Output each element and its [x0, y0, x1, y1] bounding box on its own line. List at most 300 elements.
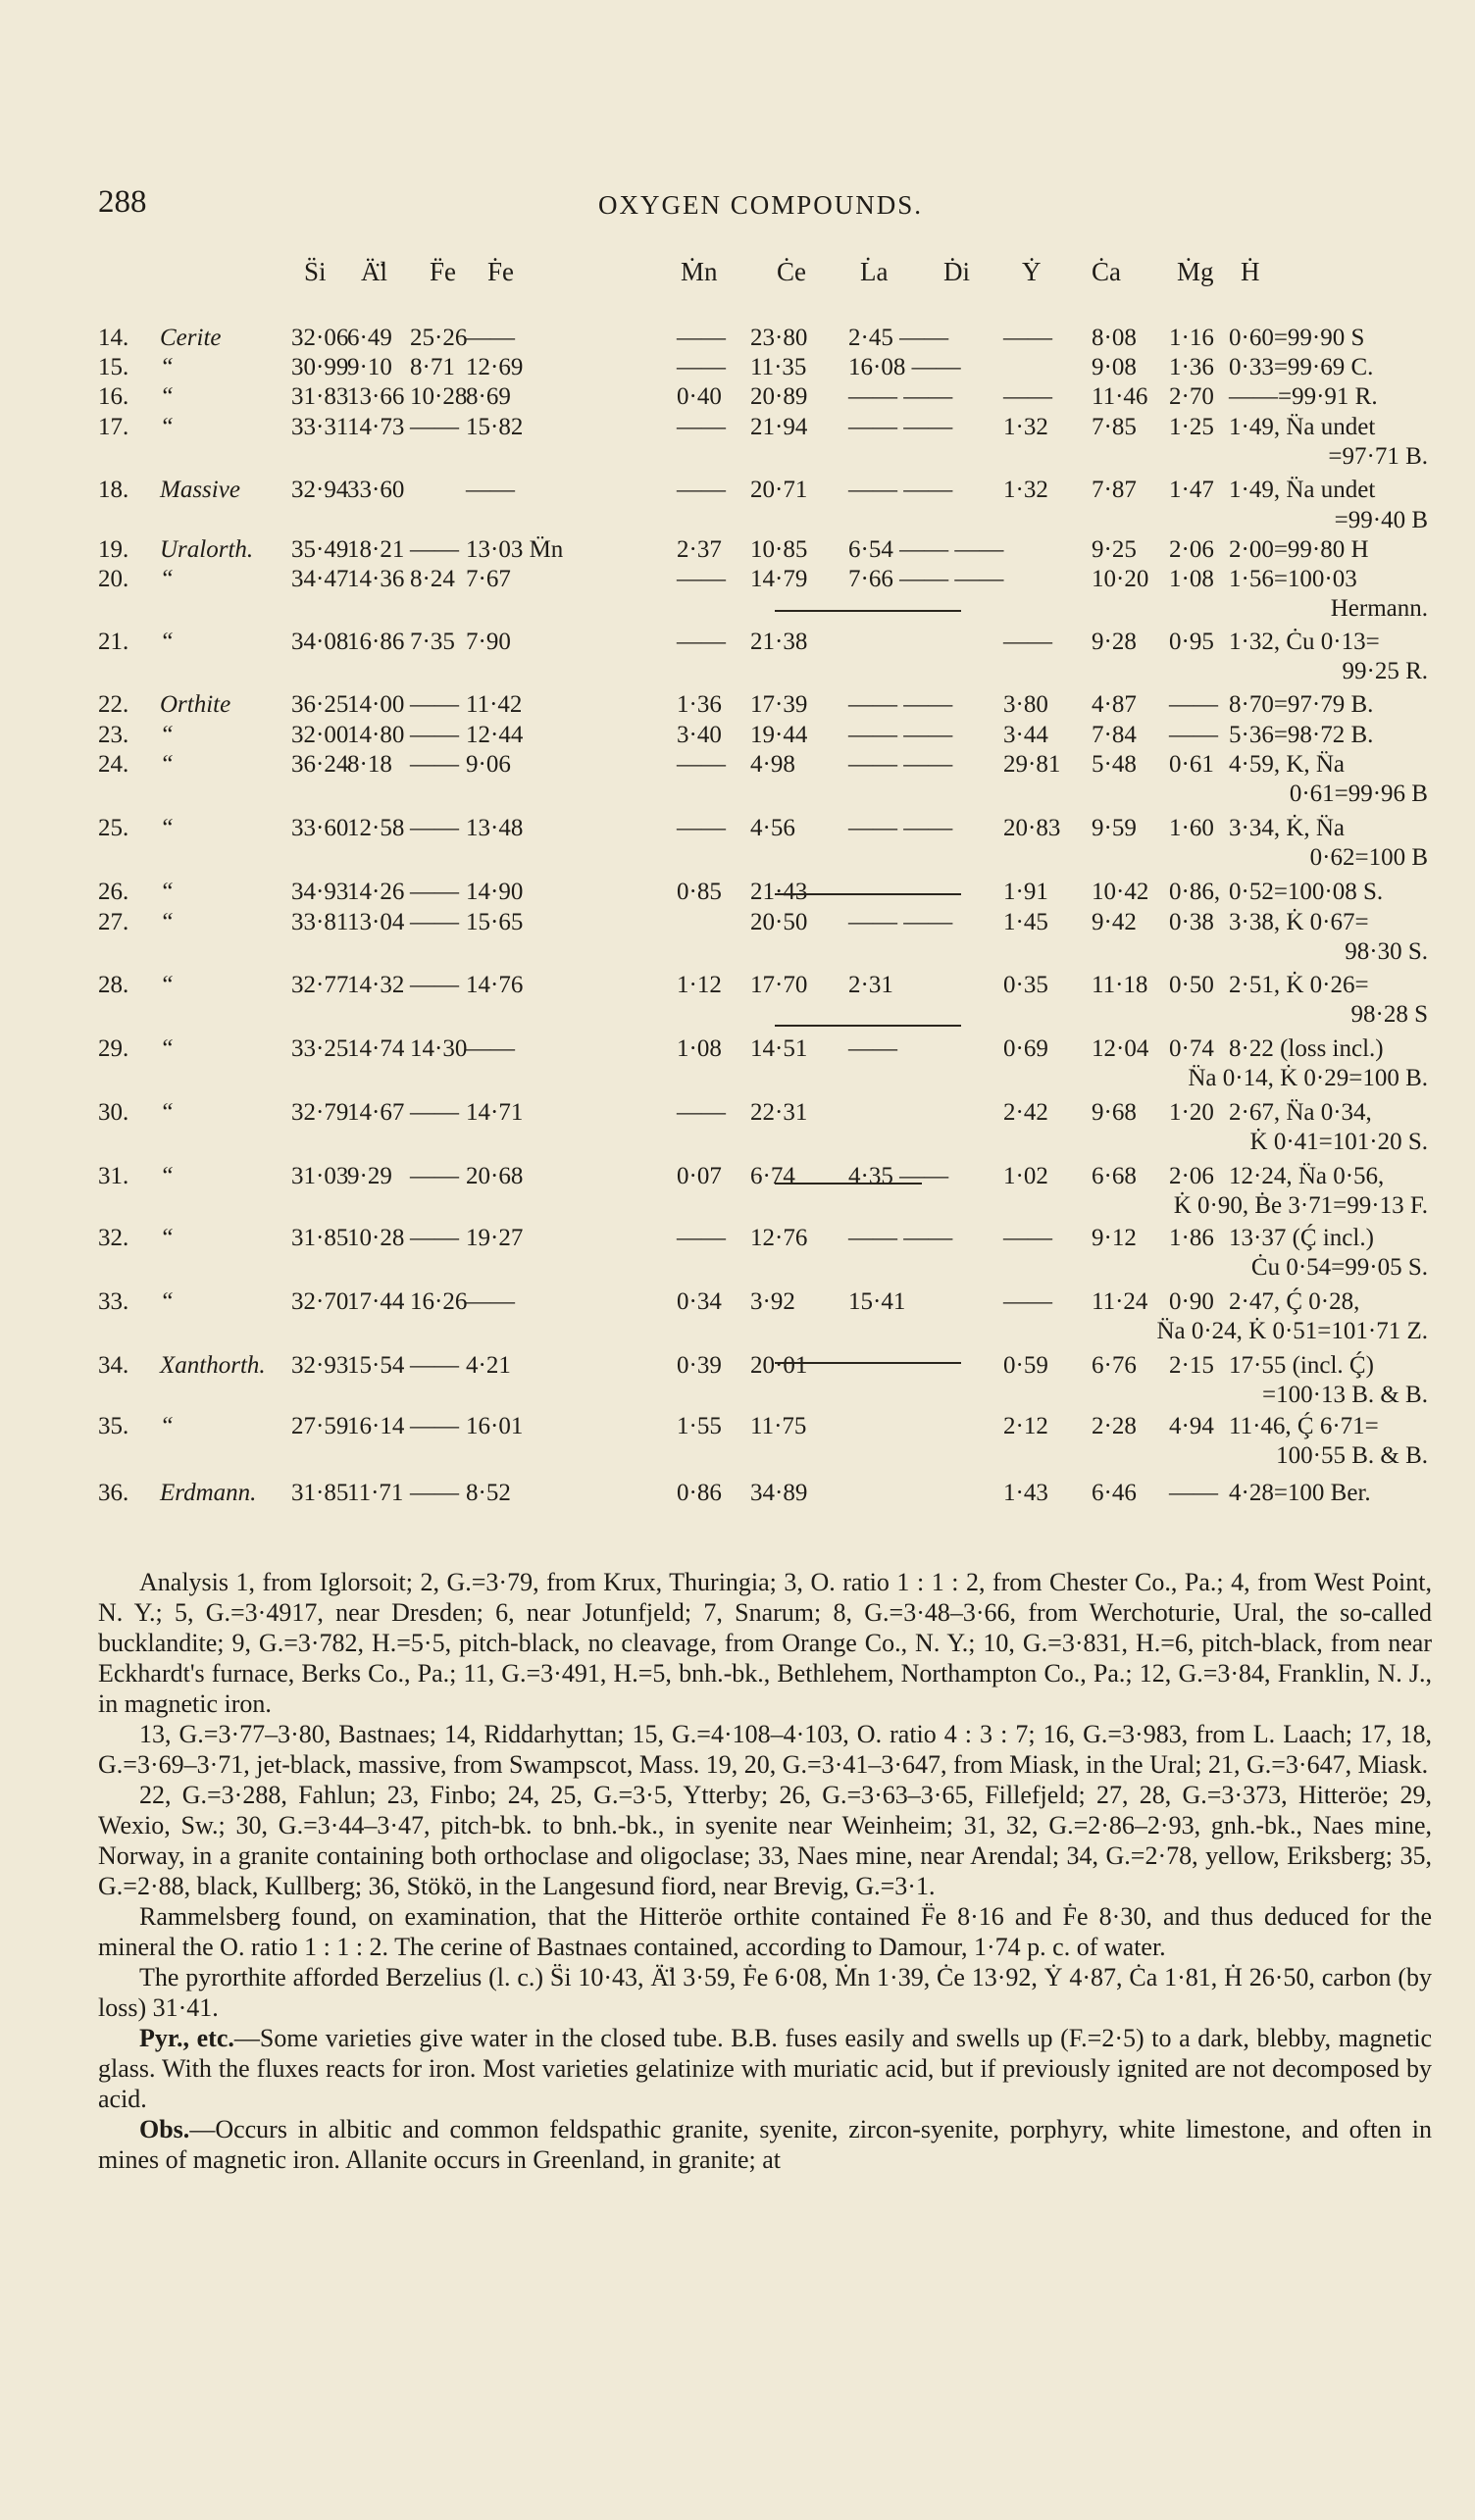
cell-y: 1·32 — [1003, 414, 1048, 440]
cell-al: 13·66 — [347, 383, 405, 410]
cell-al: 14·00 — [347, 691, 405, 718]
cell-mn: —— — [677, 751, 726, 778]
cell-ca: 10·20 — [1092, 566, 1149, 592]
cell-ce: 10·85 — [750, 536, 808, 563]
cell-name: “ — [160, 751, 174, 778]
table-row — [0, 690, 1475, 720]
cell-mg: 0·90 — [1169, 1288, 1214, 1315]
column-group-brace — [775, 887, 961, 895]
cell-ca: 11·24 — [1092, 1288, 1148, 1315]
cell-fe2: 15·82 — [466, 414, 524, 440]
cell-fe3: 14·30 — [410, 1035, 468, 1062]
cell-y: 2·42 — [1003, 1099, 1048, 1126]
cell-continuation: 0·62=100 B — [1309, 844, 1428, 871]
pyr-label: Pyr., etc. — [139, 2024, 234, 2052]
cell-num: 34. — [98, 1352, 129, 1379]
cell-fe2: —— — [466, 477, 515, 503]
cell-num: 36. — [98, 1480, 129, 1506]
cell-mg: —— — [1169, 1480, 1218, 1506]
cell-fe3: —— — [410, 1225, 459, 1251]
cell-y: 1·02 — [1003, 1163, 1048, 1189]
cell-mn: —— — [677, 325, 726, 351]
cell-rest: 1·49, N̈a undet — [1229, 414, 1376, 440]
cell-name: “ — [160, 354, 174, 380]
cell-y: 29·81 — [1003, 751, 1061, 778]
cell-fe3: —— — [410, 815, 459, 841]
cell-ce: 19·44 — [750, 722, 808, 748]
table-row — [0, 1287, 1475, 1317]
cell-fe2: 20·68 — [466, 1163, 524, 1189]
cell-num: 25. — [98, 815, 129, 841]
cell-si: 32·70 — [291, 1288, 349, 1315]
cell-num: 19. — [98, 536, 129, 563]
cell-mn: 0·39 — [677, 1352, 722, 1379]
cell-rest: 2·51, K̇ 0·26= — [1229, 972, 1369, 998]
cell-continuation: 98·28 S — [1350, 1001, 1428, 1028]
cell-continuation: N̈a 0·14, K̇ 0·29=100 B. — [1188, 1065, 1428, 1091]
table-row-continuation — [0, 1253, 1475, 1283]
cell-y: 1·43 — [1003, 1480, 1048, 1506]
table-row — [0, 750, 1475, 780]
table-row-continuation — [0, 937, 1475, 967]
col-header-mg: Ṁg — [1177, 257, 1214, 286]
cell-fe3: —— — [410, 1352, 459, 1379]
cell-al: 14·32 — [347, 972, 405, 998]
note-paragraph: Analysis 1, from Iglorsoit; 2, G.=3·79, from Krux, Thuringia; 3, O. ratio 1 : 1 : 2, from Chester Co., Pa.; 4, from West Point, N. Y.; 5, G.=3·4917, near Dresden; 6, near Jotunfjeld; 7, Snarum; 8, G.=3·48–3·66, from Werchoturie, Ural, the so-called bucklandite; 9, G.=3·782, H.=5·5, pitch-black, no cleavage, from Orange Co., N. Y.; 10, G.=3·831, H.=6, pitch-black, from near Eckhardt's furnace, Berks Co., Pa.; 11, G.=3·491, H.=5, bnh.-bk., Bethlehem, Northampton Co., Pa.; 12, G.=3·84, Franklin, N. J., in magnetic iron. — [98, 1568, 1432, 1718]
cell-si: 32·77 — [291, 972, 349, 998]
cell-ce: 4·56 — [750, 815, 795, 841]
cell-continuation: Hermann. — [1330, 595, 1428, 622]
cell-fe3: —— — [410, 751, 459, 778]
cell-ce: 12·76 — [750, 1225, 808, 1251]
table-row-continuation — [0, 657, 1475, 686]
cell-mn: 1·08 — [677, 1035, 722, 1062]
cell-mg: 0·95 — [1169, 629, 1214, 655]
cell-continuation: N̈a 0·24, K̇ 0·51=101·71 Z. — [1156, 1318, 1428, 1344]
cell-la: —— —— — [848, 383, 953, 410]
cell-mg: 0·61 — [1169, 751, 1214, 778]
cell-name: “ — [160, 383, 174, 410]
table-row — [0, 565, 1475, 594]
cell-fe2: 12·44 — [466, 722, 524, 748]
cell-ca: 5·48 — [1092, 751, 1137, 778]
cell-si: 34·08 — [291, 629, 349, 655]
cell-rest: 8·70=97·79 B. — [1229, 691, 1374, 718]
table-row-continuation — [0, 442, 1475, 472]
pyr-paragraph — [98, 2023, 1432, 2114]
col-header-h: Ḣ — [1241, 257, 1260, 286]
cell-mg: 0·38 — [1169, 909, 1214, 935]
cell-si: 33·60 — [291, 815, 349, 841]
cell-fe2: 14·71 — [466, 1099, 524, 1126]
cell-name: “ — [160, 909, 174, 935]
cell-y: 1·45 — [1003, 909, 1048, 935]
cell-fe3: 25·26 — [410, 325, 468, 351]
cell-ca: 8·08 — [1092, 325, 1137, 351]
cell-fe3: 16·26 — [410, 1288, 468, 1315]
cell-si: 33·31 — [291, 414, 349, 440]
cell-si: 34·47 — [291, 566, 349, 592]
cell-y: 1·91 — [1003, 879, 1048, 905]
cell-continuation: K̇ 0·90, Ḃe 3·71=99·13 F. — [1173, 1192, 1428, 1219]
cell-fe2: —— — [466, 325, 515, 351]
cell-mg: 1·25 — [1169, 414, 1214, 440]
cell-num: 31. — [98, 1163, 129, 1189]
cell-num: 26. — [98, 879, 129, 905]
cell-rest: 5·36=98·72 B. — [1229, 722, 1374, 748]
cell-al: 9·29 — [347, 1163, 392, 1189]
table-row — [0, 1351, 1475, 1381]
cell-mn: —— — [677, 629, 726, 655]
cell-mg: 2·70 — [1169, 383, 1214, 410]
cell-ca: 4·87 — [1092, 691, 1137, 718]
cell-fe2: 7·90 — [466, 629, 511, 655]
cell-ca: 12·04 — [1092, 1035, 1149, 1062]
cell-ce: 20·89 — [750, 383, 808, 410]
cell-rest: 3·38, K̇ 0·67= — [1229, 909, 1369, 935]
cell-name: “ — [160, 1099, 174, 1126]
cell-fe3: —— — [410, 1163, 459, 1189]
cell-name: Cerite — [160, 325, 222, 351]
table-row — [0, 535, 1475, 565]
cell-fe3: 10·28 — [410, 383, 468, 410]
cell-mg: 0·50 — [1169, 972, 1214, 998]
table-row — [0, 324, 1475, 353]
cell-fe2: 14·76 — [466, 972, 524, 998]
cell-y: 0·69 — [1003, 1035, 1048, 1062]
cell-mg: 1·36 — [1169, 354, 1214, 380]
cell-fe2: 8·69 — [466, 383, 511, 410]
col-header-ce: Ċe — [777, 257, 806, 286]
cell-continuation: K̇ 0·41=101·20 S. — [1249, 1129, 1428, 1155]
cell-al: 14·67 — [347, 1099, 405, 1126]
cell-si: 32·79 — [291, 1099, 349, 1126]
cell-al: 6·49 — [347, 325, 392, 351]
cell-ca: 2·28 — [1092, 1413, 1137, 1439]
cell-num: 22. — [98, 691, 129, 718]
cell-name: Massive — [160, 477, 240, 503]
cell-fe2: 15·65 — [466, 909, 524, 935]
table-row-continuation — [0, 843, 1475, 873]
cell-fe2: —— — [466, 1288, 515, 1315]
cell-ca: 11·46 — [1092, 383, 1148, 410]
page-number: 288 — [98, 184, 147, 220]
cell-num: 28. — [98, 972, 129, 998]
cell-num: 29. — [98, 1035, 129, 1062]
table-row-continuation — [0, 1128, 1475, 1157]
cell-si: 31·85 — [291, 1225, 349, 1251]
cell-al: 14·74 — [347, 1035, 405, 1062]
cell-ca: 11·18 — [1092, 972, 1148, 998]
table-row — [0, 1479, 1475, 1508]
cell-ca: 9·08 — [1092, 354, 1137, 380]
cell-la: 7·66 —— —— — [848, 566, 1004, 592]
cell-fe3: —— — [410, 1099, 459, 1126]
table-row — [0, 476, 1475, 505]
table-row — [0, 878, 1475, 907]
cell-mg: 1·47 — [1169, 477, 1214, 503]
cell-mn: 0·07 — [677, 1163, 722, 1189]
cell-fe3: 8·71 — [410, 354, 455, 380]
cell-num: 27. — [98, 909, 129, 935]
cell-ca: 6·76 — [1092, 1352, 1137, 1379]
table-row — [0, 814, 1475, 843]
cell-num: 32. — [98, 1225, 129, 1251]
cell-mg: 0·74 — [1169, 1035, 1214, 1062]
obs-paragraph — [98, 2114, 1432, 2175]
cell-y: 0·59 — [1003, 1352, 1048, 1379]
table-row-continuation — [0, 1064, 1475, 1093]
cell-ce: 21·43 — [750, 879, 808, 905]
table-row — [0, 382, 1475, 412]
cell-rest: 1·56=100·03 — [1229, 566, 1357, 592]
cell-ce: 20·71 — [750, 477, 808, 503]
cell-fe3: —— — [410, 879, 459, 905]
cell-mg: 1·60 — [1169, 815, 1214, 841]
cell-ce: 6·74 — [750, 1163, 795, 1189]
table-row — [0, 353, 1475, 382]
cell-mg: —— — [1169, 691, 1218, 718]
table-row-continuation — [0, 1441, 1475, 1471]
cell-ce: 21·94 — [750, 414, 808, 440]
cell-num: 30. — [98, 1099, 129, 1126]
cell-la: —— —— — [848, 477, 953, 503]
cell-al: 9·10 — [347, 354, 392, 380]
cell-continuation: 100·55 B. & B. — [1276, 1442, 1428, 1469]
cell-ca: 9·25 — [1092, 536, 1137, 563]
note-paragraph: Rammelsberg found, on examination, that the Hitteröe orthite contained F̈e 8·16 and Ḟe 8·30, and thus deduced for the mineral the O. ratio 1 : 1 : 2. The cerine of Bastnaes contained, according to Damour, 1·74 p. c. of water. — [98, 1902, 1432, 1961]
table-row-continuation — [0, 1317, 1475, 1346]
cell-ca: 9·68 — [1092, 1099, 1137, 1126]
cell-name: Orthite — [160, 691, 231, 718]
cell-mn: —— — [677, 414, 726, 440]
cell-y: 1·32 — [1003, 477, 1048, 503]
cell-ce: 11·35 — [750, 354, 807, 380]
cell-si: 30·99 — [291, 354, 349, 380]
obs-text: —Occurs in albitic and common feldspathic granite, syenite, zircon-syenite, porphyry, white limestone, and often in mines of magnetic iron. Allanite occurs in Greenland, in granite; at — [98, 2115, 1432, 2174]
cell-ce: 20·50 — [750, 909, 808, 935]
cell-rest: 2·67, N̈a 0·34, — [1229, 1099, 1372, 1126]
cell-mg: 0·86, — [1169, 879, 1221, 905]
cell-si: 32·94 — [291, 477, 349, 503]
table-row — [0, 971, 1475, 1000]
cell-la: —— —— — [848, 722, 953, 748]
cell-continuation: Ċu 0·54=99·05 S. — [1250, 1254, 1428, 1281]
cell-num: 14. — [98, 325, 129, 351]
cell-name: “ — [160, 414, 174, 440]
cell-la: —— —— — [848, 815, 953, 841]
cell-ca: 10·42 — [1092, 879, 1149, 905]
table-row — [0, 1412, 1475, 1441]
cell-si: 32·93 — [291, 1352, 349, 1379]
cell-fe3: —— — [410, 414, 459, 440]
col-header-y: Ẏ — [1022, 257, 1042, 286]
cell-y: 0·35 — [1003, 972, 1048, 998]
table-row — [0, 721, 1475, 750]
cell-mn: 1·12 — [677, 972, 722, 998]
cell-num: 16. — [98, 383, 129, 410]
cell-continuation: =99·40 B — [1334, 507, 1428, 533]
cell-rest: 0·60=99·90 S — [1229, 325, 1365, 351]
obs-label: Obs. — [139, 2115, 190, 2143]
cell-name: “ — [160, 1413, 174, 1439]
cell-continuation: 98·30 S. — [1345, 938, 1428, 965]
cell-continuation: =100·13 B. & B. — [1262, 1382, 1428, 1408]
table-row — [0, 908, 1475, 937]
cell-fe3: —— — [410, 1480, 459, 1506]
cell-al: 14·80 — [347, 722, 405, 748]
cell-la: 16·08 —— — [848, 354, 961, 380]
cell-fe3: —— — [410, 1413, 459, 1439]
col-header-al: Ä̈l — [361, 257, 387, 286]
cell-ce: 20·01 — [750, 1352, 808, 1379]
table-row-continuation — [0, 780, 1475, 809]
cell-mn: —— — [677, 815, 726, 841]
cell-ce: 17·39 — [750, 691, 808, 718]
cell-al: 18·21 — [347, 536, 405, 563]
column-group-brace — [775, 604, 961, 612]
cell-al: 16·86 — [347, 629, 405, 655]
cell-fe3: —— — [410, 909, 459, 935]
running-title: OXYGEN COMPOUNDS. — [598, 190, 924, 220]
cell-ca: 9·42 — [1092, 909, 1137, 935]
table-row-continuation — [0, 1000, 1475, 1030]
cell-name: “ — [160, 972, 174, 998]
col-header-si: S̈i — [304, 257, 327, 286]
col-header-mn: Ṁn — [681, 257, 718, 286]
cell-name: “ — [160, 1288, 174, 1315]
note-paragraph: 22, G.=3·288, Fahlun; 23, Finbo; 24, 25, G.=3·5, Ytterby; 26, G.=3·63–3·65, Fillefjeld; 27, 28, G.=3·373, Hitteröe; 29, Wexio, Sw.; 30, G.=3·44–3·47, pitch-bk. to bnh.-bk., in syenite near Weinheim; 31, 32, G.=2·86–2·93, gnh.-bk., Naes mine, Norway, in a granite containing both orthoclase and oligoclase; 33, Naes mine, near Arendal; 34, G.=2·78, yellow, Eriksberg; 35, G.=2·88, black, Kullberg; 36, Stökö, in the Langesund fiord, near Brevig, G.=3·1. — [98, 1781, 1432, 1900]
cell-si: 32·06 — [291, 325, 349, 351]
cell-ca: 7·87 — [1092, 477, 1137, 503]
table-row-continuation — [0, 1381, 1475, 1410]
cell-y: 2·12 — [1003, 1413, 1048, 1439]
col-header-fe3: F̈e — [430, 257, 456, 286]
cell-la: 4·35 —— — [848, 1163, 949, 1189]
cell-fe2: 16·01 — [466, 1413, 524, 1439]
cell-num: 33. — [98, 1288, 129, 1315]
cell-mg: 1·86 — [1169, 1225, 1214, 1251]
table-row — [0, 413, 1475, 442]
cell-ca: 7·85 — [1092, 414, 1137, 440]
cell-ce: 17·70 — [750, 972, 808, 998]
cell-al: 10·28 — [347, 1225, 405, 1251]
cell-la: 2·45 —— — [848, 325, 949, 351]
cell-mn: 0·40 — [677, 383, 722, 410]
cell-fe3: 8·24 — [410, 566, 455, 592]
cell-la: —— —— — [848, 1225, 953, 1251]
cell-name: Xanthorth. — [160, 1352, 266, 1379]
cell-y: 3·80 — [1003, 691, 1048, 718]
table-row — [0, 1162, 1475, 1191]
cell-al: 14·36 — [347, 566, 405, 592]
cell-fe3: 7·35 — [410, 629, 455, 655]
cell-mn: —— — [677, 1099, 726, 1126]
col-header-ca: Ċa — [1092, 257, 1121, 286]
cell-ce: 11·75 — [750, 1413, 807, 1439]
cell-al: 11·71 — [347, 1480, 404, 1506]
cell-num: 18. — [98, 477, 129, 503]
table-row — [0, 628, 1475, 657]
cell-rest: 1·49, N̈a undet — [1229, 477, 1376, 503]
column-group-brace — [775, 1019, 961, 1027]
cell-name: “ — [160, 722, 174, 748]
column-group-brace — [775, 1177, 922, 1184]
cell-rest: 3·34, K̇, N̈a — [1229, 815, 1346, 841]
cell-fe2: 19·27 — [466, 1225, 524, 1251]
cell-mg: 4·94 — [1169, 1413, 1214, 1439]
cell-rest: 0·33=99·69 C. — [1229, 354, 1374, 380]
cell-al: 14·73 — [347, 414, 405, 440]
cell-rest: 1·32, Ċu 0·13= — [1229, 629, 1380, 655]
cell-si: 35·49 — [291, 536, 349, 563]
cell-rest: 8·22 (loss incl.) — [1229, 1035, 1384, 1062]
pyr-text: —Some varieties give water in the closed tube. B.B. fuses easily and swells up (F.=2·5) to a dark, blebby, magnetic glass. With the fluxes reacts for iron. Most varieties gelatinize with muriatic acid, but if previously ignited are not decomposed by acid. — [98, 2024, 1432, 2113]
cell-y: —— — [1003, 629, 1052, 655]
table-row — [0, 1098, 1475, 1128]
col-header-la: L̇a — [860, 257, 889, 286]
cell-ce: 14·51 — [750, 1035, 808, 1062]
cell-ce: 34·89 — [750, 1480, 808, 1506]
cell-name: “ — [160, 879, 174, 905]
cell-si: 34·93 — [291, 879, 349, 905]
cell-name: “ — [160, 629, 174, 655]
cell-al: 13·04 — [347, 909, 405, 935]
cell-num: 24. — [98, 751, 129, 778]
cell-mn: —— — [677, 1225, 726, 1251]
cell-mn: 2·37 — [677, 536, 722, 563]
cell-rest: 4·28=100 Ber. — [1229, 1480, 1371, 1506]
cell-si: 31·83 — [291, 383, 349, 410]
cell-ce: 22·31 — [750, 1099, 808, 1126]
cell-mg: 2·06 — [1169, 1163, 1214, 1189]
cell-la: 15·41 — [848, 1288, 906, 1315]
cell-continuation: 99·25 R. — [1342, 658, 1428, 684]
cell-ca: 9·59 — [1092, 815, 1137, 841]
cell-fe2: 14·90 — [466, 879, 524, 905]
note-paragraph: 13, G.=3·77–3·80, Bastnaes; 14, Riddarhyttan; 15, G.=4·108–4·103, O. ratio 4 : 3 : 7; 16, G.=3·983, from L. Laach; 17, 18, G.=3·69–3·71, jet-black, massive, from Swampscot, Mass. 19, 20, G.=3·41–3·647, from Miask, in the Ural; 21, G.=3·647, Miask. — [98, 1720, 1432, 1779]
cell-si: 36·25 — [291, 691, 349, 718]
cell-rest: 4·59, K, N̈a — [1229, 751, 1346, 778]
cell-la: 2·31 — [848, 972, 893, 998]
cell-ce: 14·79 — [750, 566, 808, 592]
cell-fe3: —— — [410, 722, 459, 748]
cell-y: —— — [1003, 1225, 1052, 1251]
cell-fe2: 11·42 — [466, 691, 523, 718]
cell-mn: —— — [677, 354, 726, 380]
cell-mn: 0·85 — [677, 879, 722, 905]
cell-si: 33·25 — [291, 1035, 349, 1062]
cell-mg: 1·08 — [1169, 566, 1214, 592]
cell-si: 36·24 — [291, 751, 349, 778]
cell-mg: 2·15 — [1169, 1352, 1214, 1379]
table-row-continuation — [0, 1191, 1475, 1221]
cell-rest: 2·00=99·80 H — [1229, 536, 1369, 563]
cell-si: 31·03 — [291, 1163, 349, 1189]
cell-si: 32·00 — [291, 722, 349, 748]
cell-fe2: 12·69 — [466, 354, 524, 380]
notes-section — [98, 1567, 1432, 2175]
cell-name: “ — [160, 1225, 174, 1251]
cell-num: 21. — [98, 629, 129, 655]
cell-y: —— — [1003, 1288, 1052, 1315]
cell-si: 27·59 — [291, 1413, 349, 1439]
table-row-continuation — [0, 594, 1475, 624]
table-row-continuation — [0, 506, 1475, 535]
cell-al: 8·18 — [347, 751, 392, 778]
cell-fe3: —— — [410, 691, 459, 718]
cell-al: 16·14 — [347, 1413, 405, 1439]
